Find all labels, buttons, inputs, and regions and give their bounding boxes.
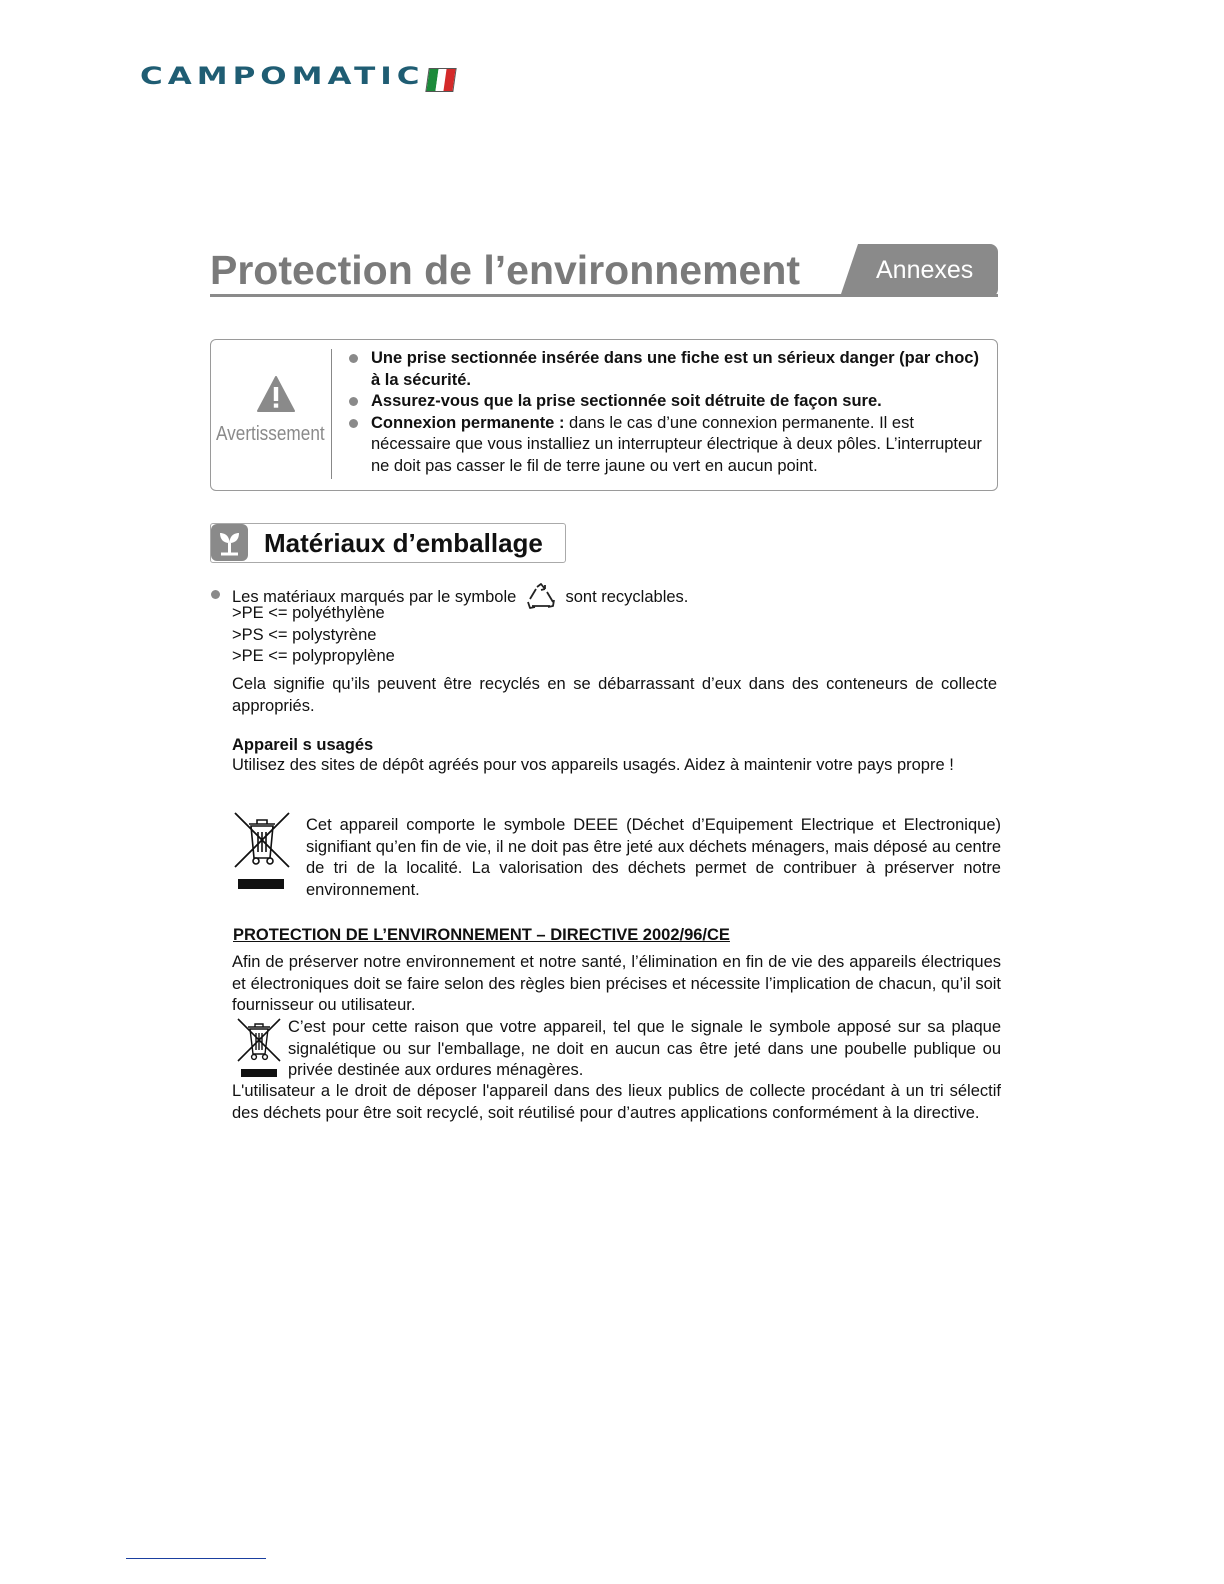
weee-bin-icon <box>232 810 292 892</box>
warning-item <box>348 391 988 413</box>
warning-item <box>348 348 988 391</box>
used-appliances-text: Utilisez des sites de dépôt agréés pour vos appareils usagés. Aidez à maintenir votre pays propre ! <box>232 756 954 774</box>
recycle-meaning: Cela signifie qu’ils peuvent être recyclés en se débarrassant d’eux dans des conteneurs de collecte appropriés. <box>232 675 997 715</box>
packaging-section-title: Matériaux d’emballage <box>264 528 543 558</box>
campomatic-logo <box>140 62 455 98</box>
warning-list <box>348 348 988 477</box>
directive-paragraph-1: Afin de préserver notre environnement et notre santé, l’élimination en fin de vie des appareils électriques et électroniques doit se faire selon des règles bien précises et nécessite l’implication de chacun, qu’il soit fournisseur ou utilisateur. <box>232 953 1001 1014</box>
directive-heading: PROTECTION DE L’ENVIRONNEMENT – DIRECTIVE 2002/96/CE <box>233 926 730 944</box>
warning-label: Avertissement <box>216 423 325 445</box>
warning-item <box>348 413 988 478</box>
weee-description: Cet appareil comporte le symbole DEEE (Déchet d’Equipement Electrique et Electronique) signifiant qu’en fin de vie, il ne doit pas être jeté aux déchets ménagers, mais déposé au centre de tri de la localité. La valorisation des déchets permet de contribuer à préserver notre environnement. <box>306 816 1001 899</box>
material-item: >PE <= polypropylène <box>232 647 395 665</box>
warning-item-bold: Connexion permanente : <box>371 413 565 432</box>
recycle-intro-before: Les matériaux marqués par le symbole <box>232 588 517 606</box>
directive-paragraph-2: C’est pour cette raison que votre appareil, tel que le signale le symbole apposé sur sa plaque signalétique ou sur l'emballage, ne doit en aucun cas être jeté dans une poubelle publique ou privée destinée aux ordures ménagères. <box>288 1018 1001 1079</box>
page-title: Protection de l’environnement <box>210 247 801 293</box>
recycle-intro-after: sont recyclables. <box>565 588 689 606</box>
material-item: >PS <= polystyrène <box>232 625 377 644</box>
recycle-icon <box>525 583 557 611</box>
bullet-dot <box>211 590 220 599</box>
warning-item-text: dans le cas d’une connexion permanente. Il est nécessaire que vous installiez un interrupteur électrique à deux pôles. L’interrupteur ne doit pas casser le fil de terre jaune ou vert en aucun point. <box>371 413 982 475</box>
warning-triangle-icon <box>257 376 295 412</box>
brand-name: CAMPOMATIC <box>140 62 425 91</box>
warning-item-bold: Assurez-vous que la prise sectionnée soit détruite de façon sure. <box>371 392 882 410</box>
directive-paragraph-3: L'utilisateur a le droit de déposer l'appareil dans des lieux publics de collecte procédant à un tri sélectif des déchets pour être soit recyclé, soit réutilisé pour d’autres applications conformément à la directive. <box>232 1082 1001 1122</box>
italian-flag-icon <box>425 68 456 92</box>
plant-icon <box>211 524 248 561</box>
used-appliances-heading: Appareil s usagés <box>232 736 374 754</box>
material-item: >PE <= polyéthylène <box>232 604 385 622</box>
warning-item-bold: Une prise sectionnée insérée dans une fiche est un sérieux danger (par choc) à la sécurité. <box>371 349 979 389</box>
plant-icon-box <box>211 524 248 561</box>
warning-divider <box>331 349 332 479</box>
weee-bin-icon-small <box>235 1016 283 1080</box>
footer-rule <box>126 1558 266 1559</box>
material-list <box>232 603 395 668</box>
annexes-tab-label: Annexes <box>876 256 974 284</box>
